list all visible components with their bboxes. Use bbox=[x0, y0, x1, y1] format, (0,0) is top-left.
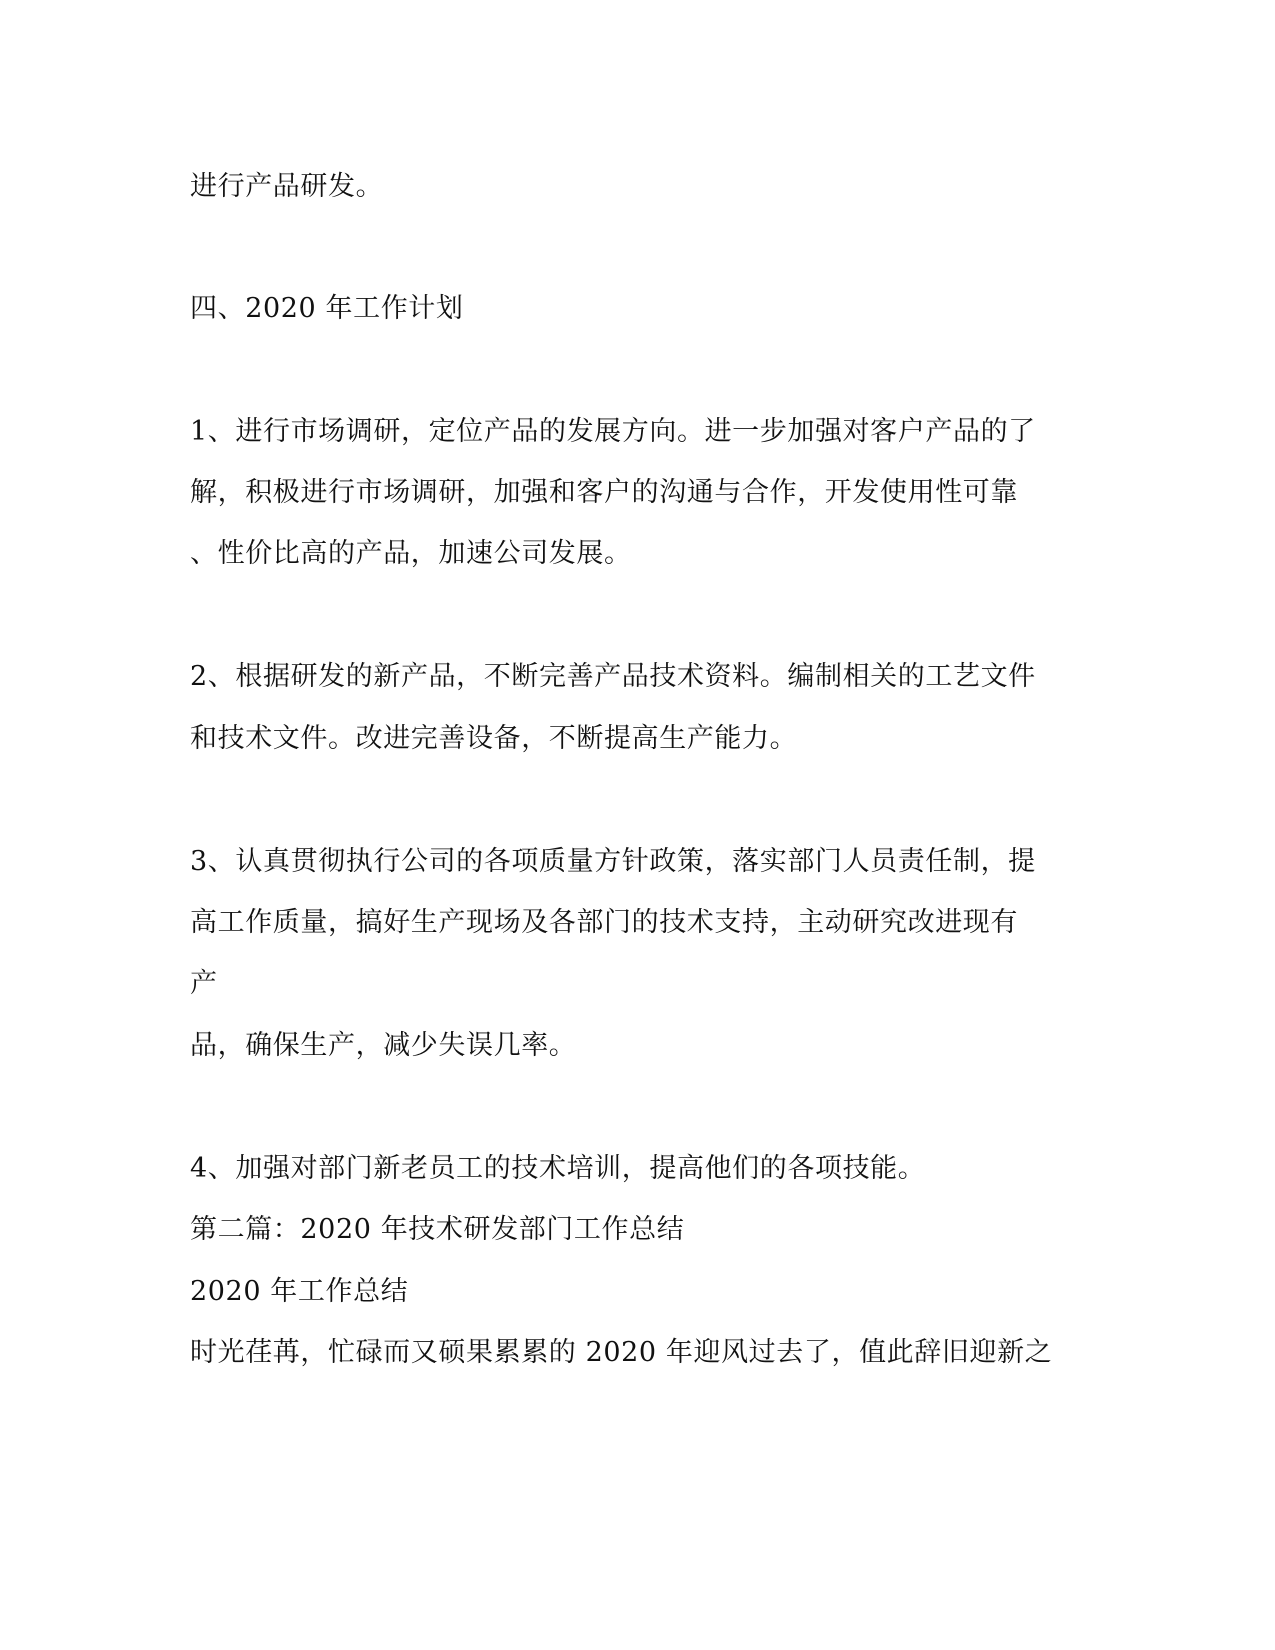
paragraph-line: 、性价比高的产品，加速公司发展。 bbox=[190, 538, 632, 569]
paragraph-line: 品，确保生产，减少失误几率。 bbox=[190, 1030, 577, 1061]
paragraph-line: 产 bbox=[190, 968, 218, 999]
paragraph-line: 3、认真贯彻执行公司的各项质量方针政策，落实部门人员责任制，提 bbox=[190, 846, 1036, 877]
section-heading: 四、2020 年工作计划 bbox=[190, 293, 464, 324]
paragraph-line: 时光荏苒，忙碌而又硕果累累的 2020 年迎风过去了，值此辞旧迎新之 bbox=[190, 1337, 1053, 1368]
paragraph-line: 进行产品研发。 bbox=[190, 171, 384, 202]
section-heading: 2020 年工作总结 bbox=[190, 1276, 409, 1307]
paragraph-line: 和技术文件。改进完善设备，不断提高生产能力。 bbox=[190, 723, 798, 754]
paragraph-line: 2、根据研发的新产品，不断完善产品技术资料。编制相关的工艺文件 bbox=[190, 661, 1036, 692]
paragraph-line: 4、加强对部门新老员工的技术培训，提高他们的各项技能。 bbox=[190, 1153, 926, 1184]
paragraph-line: 1、进行市场调研，定位产品的发展方向。进一步加强对客户产品的了 bbox=[190, 416, 1036, 447]
section-heading: 第二篇：2020 年技术研发部门工作总结 bbox=[190, 1214, 685, 1245]
paragraph-line: 解，积极进行市场调研，加强和客户的沟通与合作，开发使用性可靠 bbox=[190, 477, 1018, 508]
paragraph-line: 高工作质量，搞好生产现场及各部门的技术支持，主动研究改进现有 bbox=[190, 907, 1018, 938]
